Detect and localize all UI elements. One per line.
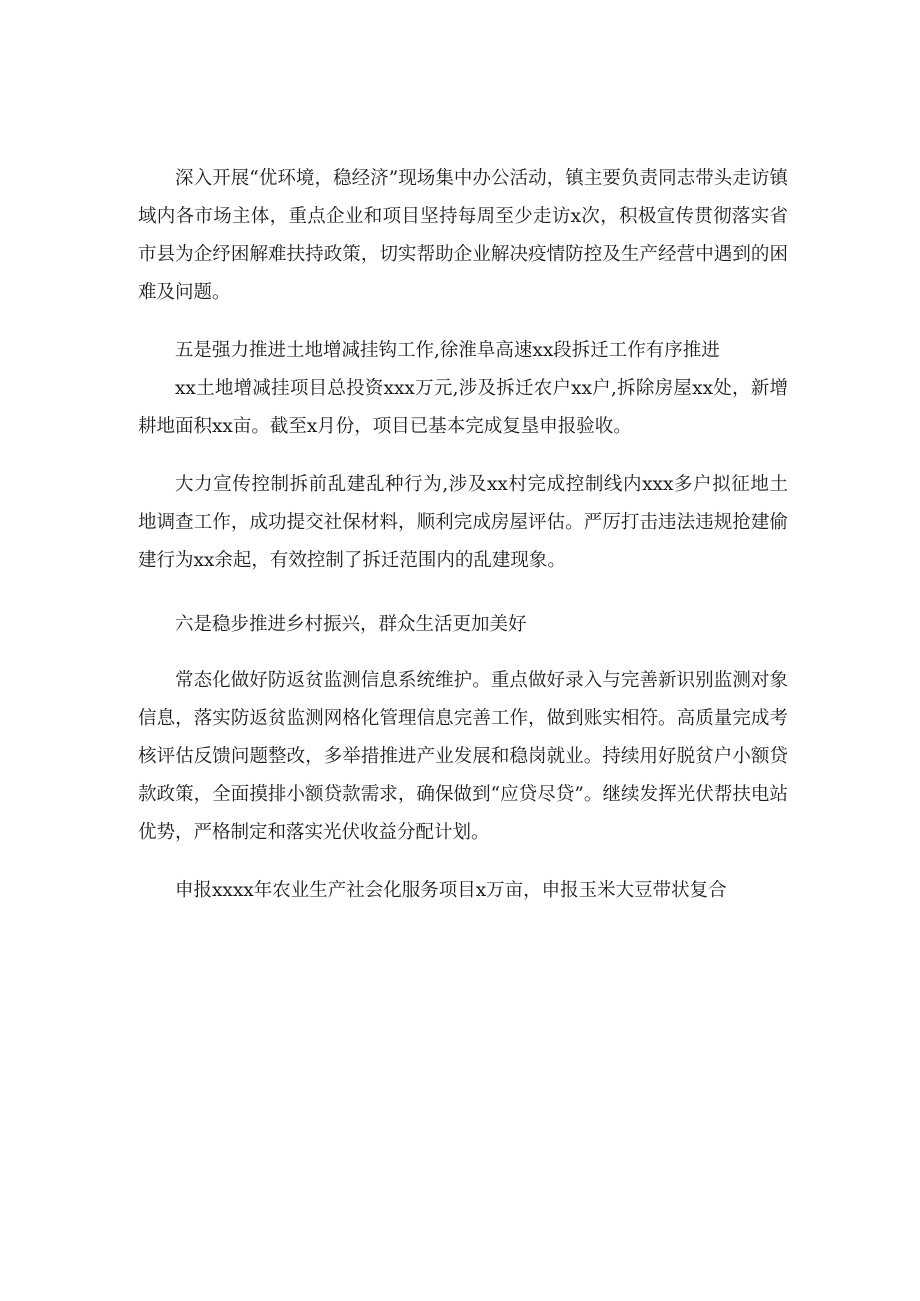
- paragraph-land-project: xx土地增减挂项目总投资xxx万元,涉及拆迁农户xx户,拆除房屋xx处，新增耕地面积xx亩。截至x月份，项目已基本完成复垦申报验收。: [138, 378, 788, 437]
- paragraph-agricultural-services: 申报xxxx年农业生产社会化服务项目x万亩，申报玉米大豆带状复合: [175, 880, 727, 901]
- paragraph-illegal-construction-control: 大力宣传控制拆前乱建乱种行为,涉及xx村完成控制线内xxx多户拟征地土地调查工作，成功提交社保材料，顺利完成房屋评估。严厉打击违法违规抢建偷建行为xx余起，有效控制了拆迁范围内的乱建现象。: [138, 474, 788, 571]
- paragraph-heading-rural-revitalization: 六是稳步推进乡村振兴，群众生活更加美好: [175, 614, 527, 635]
- paragraph-heading-land-linkage: 五是强力推进土地增减挂钩工作,徐淮阜高速xx段拆迁工作有序推进: [175, 340, 720, 361]
- paragraph-poverty-monitoring: 常态化做好防返贫监测信息系统维护。重点做好录入与完善新识别监测对象信息，落实防返贫监测网格化管理信息完善工作，做到账实相符。高质量完成考核评估反馈问题整改，多举措推进产业发展和稳岗就业。持续用好脱贫户小额贷款政策，全面摸排小额贷款需求，确保做到“应贷尽贷”。继续发挥光伏帮扶电站优势，严格制定和落实光伏收益分配计划。: [138, 670, 788, 843]
- paragraph-business-visits: 深入开展“优环境，稳经济”现场集中办公活动，镇主要负责同志带头走访镇域内各市场主体，重点企业和项目坚持每周至少走访x次，积极宣传贯彻落实省市县为企纾困解难扶持政策，切实帮助企业解决疫情防控及生产经营中遇到的困难及问题。: [138, 168, 788, 303]
- document-body: [138, 160, 788, 910]
